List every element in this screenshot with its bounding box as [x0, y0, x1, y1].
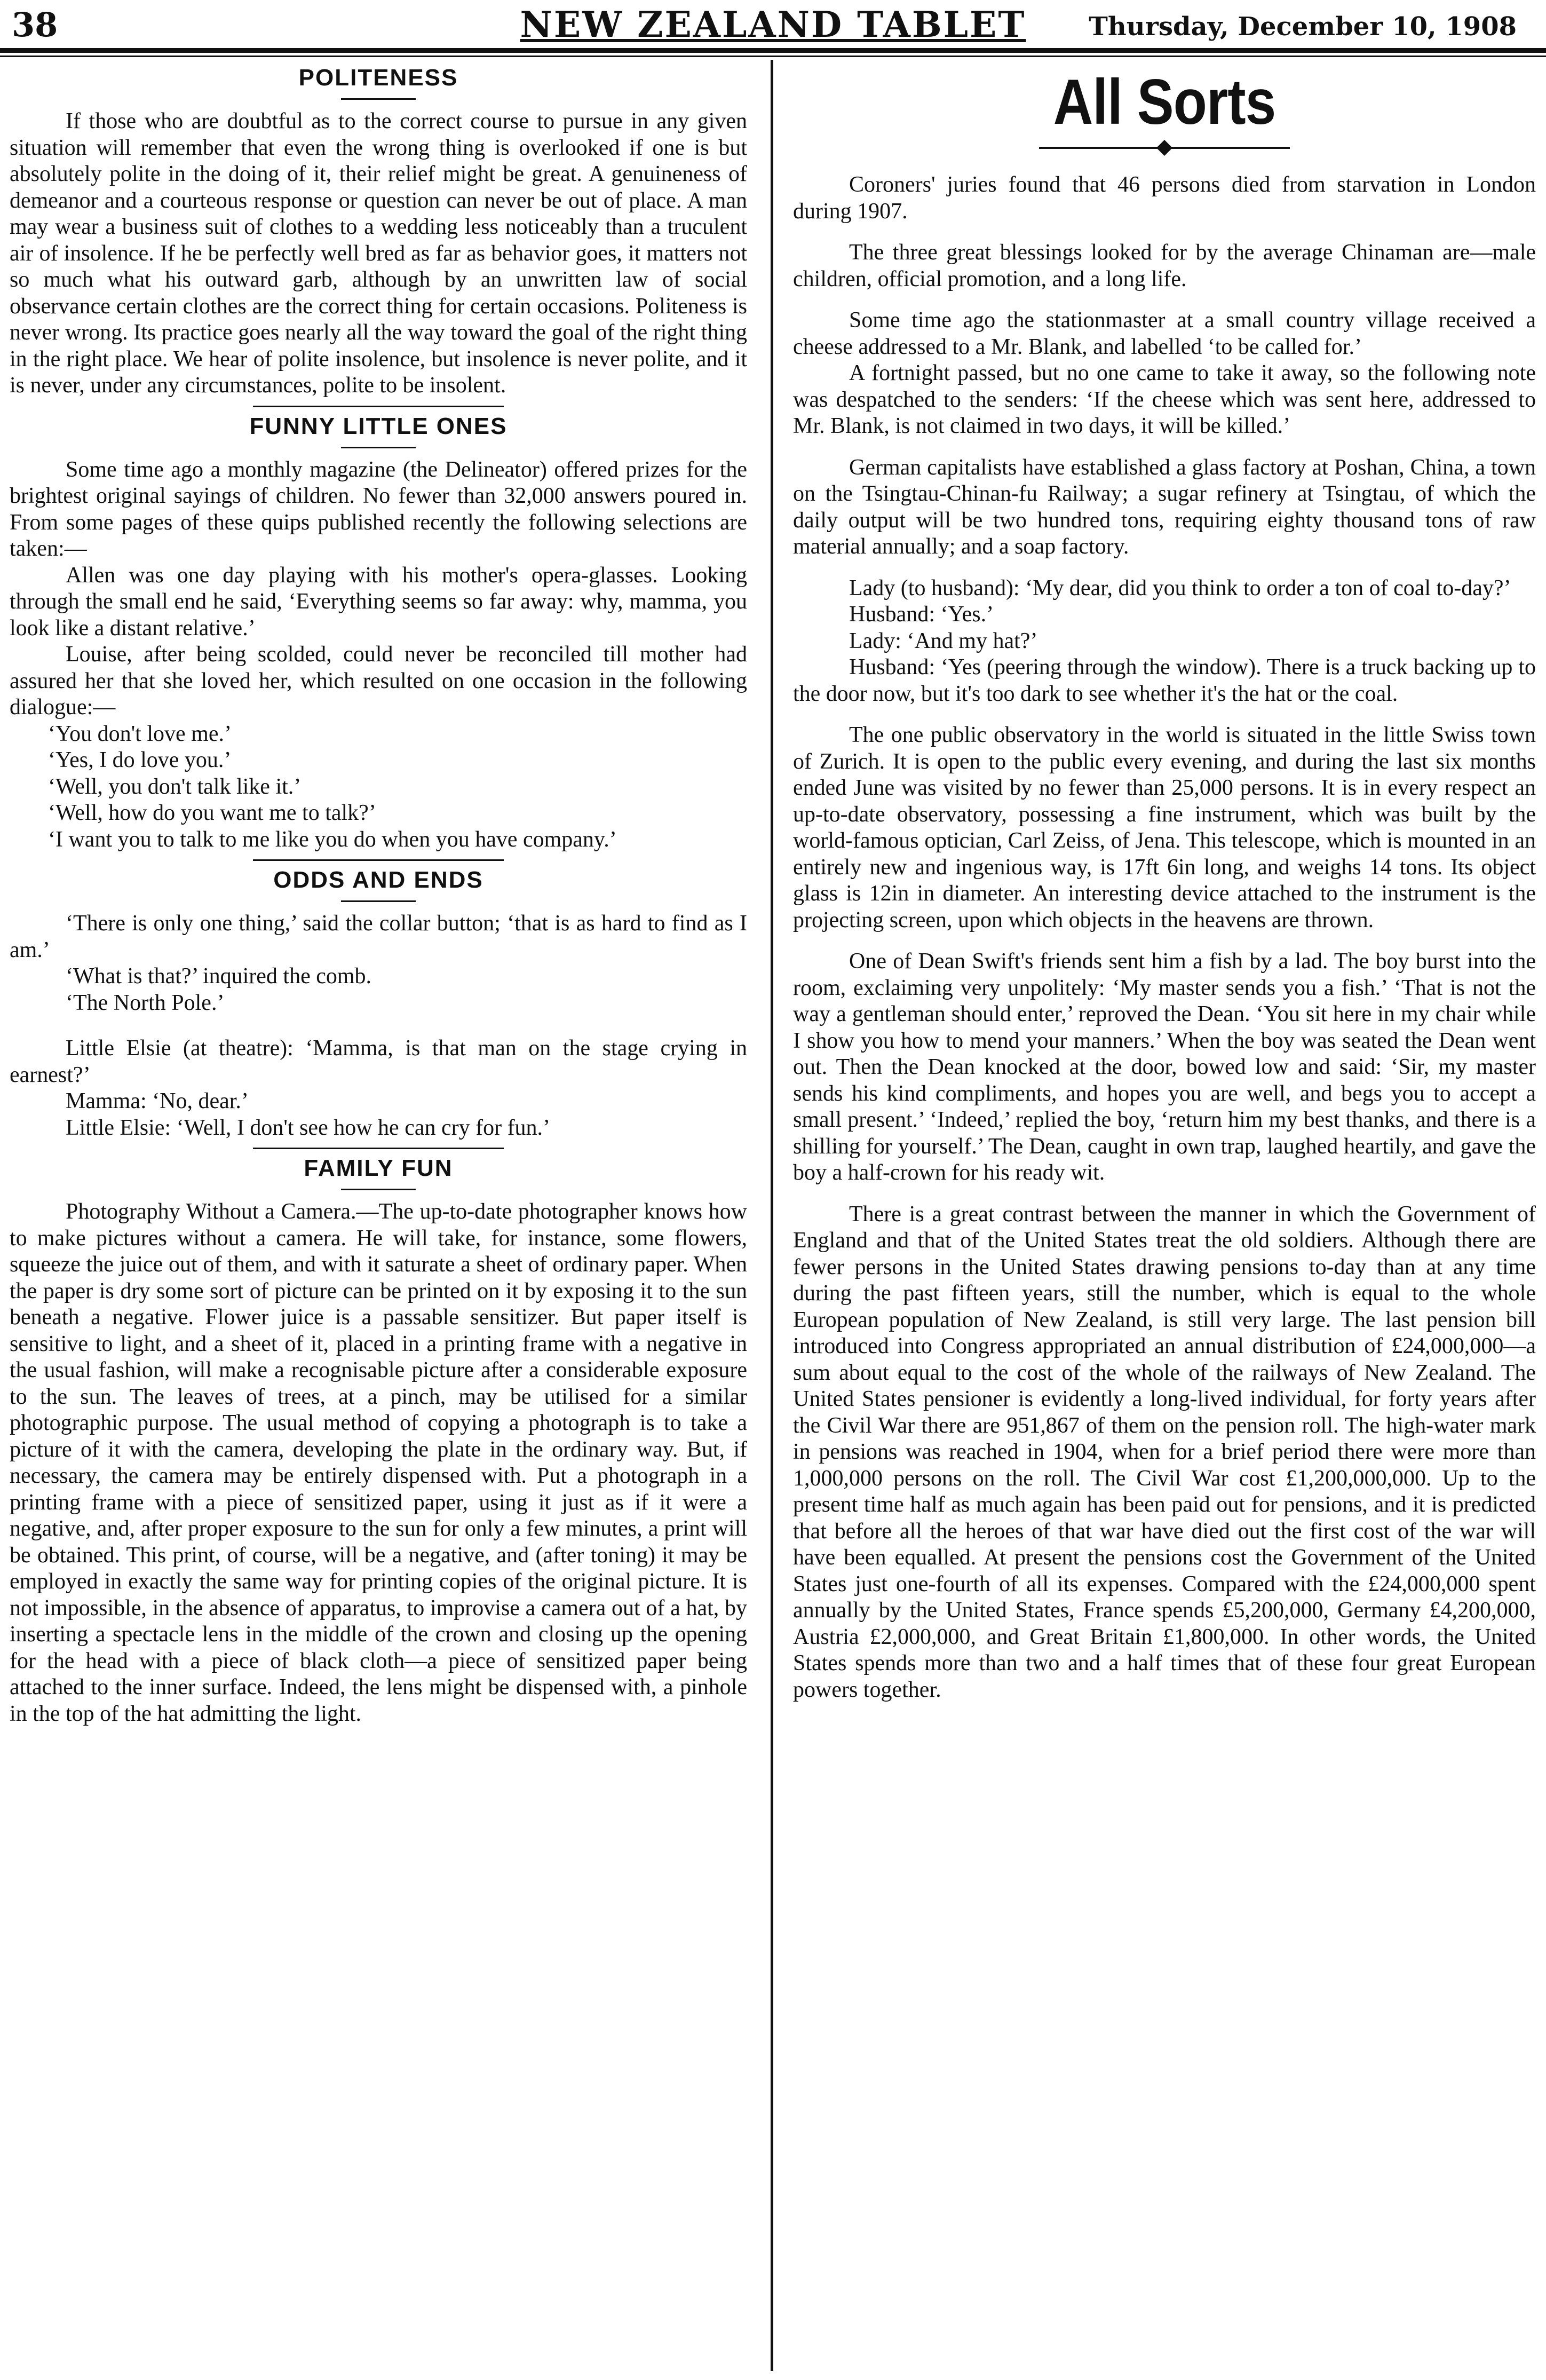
- ornamental-rule: [1039, 140, 1290, 156]
- item-coal-2: Husband: ‘Yes.’: [849, 602, 994, 627]
- family-fun-heading: FAMILY FUN: [304, 1155, 453, 1181]
- item-gap: [793, 292, 1536, 307]
- item-gap: [793, 707, 1536, 722]
- odds-elsie-1: Little Elsie (at theatre): ‘Mamma, is that man on the stage crying in earnest?’: [10, 1036, 747, 1087]
- item-coal-1: Lady (to husband): ‘My dear, did you think to order a ton of coal to-day?’: [849, 575, 1511, 600]
- masthead-rule-thick: [0, 48, 1546, 53]
- dialogue-line: ‘Well, you don't talk like it.’: [48, 774, 302, 799]
- funny-intro: Some time ago a monthly magazine (the Delineator) offered prizes for the brightest original sayings of children. No fewer than 32,000 answers poured in. From some pages of these quips published recently the following selections are taken:—: [10, 457, 747, 561]
- item-gap: [793, 225, 1536, 240]
- item-observatory: The one public observatory in the world is situated in the little Swiss town of Zurich. It is open to the public every evening, and during the last six months ended June was visited by no fewer than 25,000 persons. It is in every respect an up-to-date observatory, possessing a fine instrument, which was built by the world-famous optician, Carl Zeiss, of Jena. This telescope, which is mounted in an entirely new and ingenious way, is 17ft 6in long, and weighs 14 tons. Its object glass is 12in in diameter. An interesting device attached to the instrument is the projecting screen, upon which objects in the heavens are thrown.: [793, 723, 1536, 932]
- masthead: [0, 0, 1546, 59]
- politeness-body: If those who are doubtful as to the correct course to pursue in any given situation will remember that even the wrong thing is overlooked if one is but absolutely polite in the doing of it, their relief might be great. A genuineness of demeanor and a courteous response or question can never be out of place. A man may wear a business suit of clothes to a wedding less noticeably than a truculent air of insolence. If he be perfectly well bred as far as behavior goes, it matters not so much what his outward garb, although by an unwritten law of social observance certain clothes are the correct thing for certain occasions. Politeness is never wrong. Its practice goes nearly all the way toward the goal of the right thing in the right place. We hear of polite insolence, but insolence is never polite, and it is never, under any circumstances, polite to be insolent.: [10, 109, 747, 398]
- item-swift: One of Dean Swift's friends sent him a fish by a lad. The boy burst into the room, exclaiming very unpolitely: ‘My master sends you a fish.’ ‘That is not the way a gentleman should enter,’ reproved the Dean. ‘You sit here in my chair while I show you how to mend your manners.’ When the boy was seated the Dean went out. Then the Dean knocked at the door, bowed low and said: ‘Sir, my master sends his kind compliments, and hopes you are well, and begs you to accept a small present.’ ‘Indeed,’ replied the boy, ‘return him my best thanks, and there is a shilling for yourself.’ The Dean, caught in own trap, laughed heartily, and gave the boy a half-crown for his ready wit.: [793, 949, 1536, 1185]
- section-divider: [253, 406, 504, 407]
- odds-comb: ‘What is that?’ inquired the comb.: [66, 964, 372, 989]
- item-gap: [793, 934, 1536, 948]
- item-german: German capitalists have established a glass factory at Poshan, China, a town on the Tsingtau-Chinan-fu Railway; a sugar refinery at Tsingtau, of which the daily output will be two hundred tons, requiring eighty thousand tons of raw material annually; and a soap factory.: [793, 455, 1536, 559]
- odds-collar: ‘There is only one thing,’ said the collar button; ‘that is as hard to find as I am.’: [10, 911, 747, 962]
- item-coroners: Coroners' juries found that 46 persons died from starvation in London during 1907.: [793, 172, 1536, 224]
- section-divider: [253, 1148, 504, 1149]
- diamond-ornament-icon: [1156, 140, 1172, 156]
- politeness-heading: POLITENESS: [298, 65, 458, 91]
- dialogue-line: ‘Yes, I do love you.’: [48, 748, 232, 772]
- all-sorts-heading: All Sorts: [1053, 66, 1276, 138]
- left-column: [10, 63, 747, 1727]
- item-coal-3: Lady: ‘And my hat?’: [849, 628, 1038, 653]
- item-coal-4: Husband: ‘Yes (peering through the window). There is a truck backing up to the door now, but it's too dark to see whether it's the hat or the coal.: [793, 655, 1536, 706]
- section-divider: [253, 859, 504, 861]
- item-gap: [793, 560, 1536, 575]
- funny-little-ones-heading: FUNNY LITTLE ONES: [249, 413, 508, 439]
- masthead-rule-thin: [0, 56, 1546, 57]
- item-cheese-2: A fortnight passed, but no one came to take it away, so the following note was despatched to the senders: ‘If the cheese which was sent here, addressed to Mr. Blank, is not claimed in two days, it will be killed.’: [793, 361, 1536, 438]
- heading-underline: [341, 98, 416, 100]
- dialogue-line: ‘Well, how do you want me to talk?’: [48, 801, 376, 825]
- odds-pole: ‘The North Pole.’: [66, 990, 225, 1015]
- paper-title: NEW ZEALAND TABLET: [520, 4, 1026, 45]
- item-gap: [793, 1187, 1536, 1201]
- paragraph-gap: [10, 1016, 747, 1035]
- heading-underline: [341, 1189, 416, 1190]
- heading-underline: [341, 447, 416, 448]
- right-column: [793, 63, 1536, 1703]
- funny-louise: Louise, after being scolded, could never be reconciled till mother had assured her that she loved her, which resulted on one occasion in the following dialogue:—: [10, 642, 747, 719]
- page-number: 38: [12, 5, 58, 44]
- dialogue-line: ‘I want you to talk to me like you do when you have company.’: [48, 827, 617, 852]
- item-pensions: There is a great contrast between the manner in which the Government of England and that of the United States treat the old soldiers. Although there are fewer persons in the United States drawing pensions to-day than at any time during the past fifteen years, still the number, which is equal to the whole European population of New Zealand, is still very large. The last pension bill introduced into Congress appropriated an annual distribution of £24,000,000—a sum about equal to the cost of the whole of the railways of New Zealand. The United States pensioner is evidently a long-lived individual, for forty years after the Civil War there are 951,867 of them on the pension roll. The high-water mark in pensions was reached in 1904, when for a brief period there were more than 1,000,000 persons on the roll. The Civil War cost £1,200,000,000. Up to the present time half as much again has been paid out for pensions, and it is predicted that before all the heroes of that war have died out the first cost of the war will have been equalled. At present the pensions cost the Government of the United States just one-fourth of all its expenses. Compared with the £24,000,000 spent annually by the United States, France spends £5,200,000, Germany £4,200,000, Austria £2,000,000, and Great Britain £1,800,000. In other words, the United States spends more than two and a half times that of these four great European powers together.: [793, 1201, 1536, 1702]
- dialogue-line: ‘You don't love me.’: [48, 721, 232, 746]
- family-fun-body: Photography Without a Camera.—The up-to-date photographer knows how to make pictures without a camera. He will take, for instance, some flowers, squeeze the juice out of them, and with it saturate a sheet of ordinary paper. When the paper is dry some sort of picture can be printed on it by exposing it to the sun beneath a negative. Flower juice is a passable sensitizer. But paper itself is sensitive to light, and a sheet of it, placed in a printing frame with a negative in the usual fashion, will make a recognisable picture after a considerable exposure to the sun. The leaves of trees, at a pinch, may be utilised for a similar photographic purpose. The usual method of copying a photograph is to take a picture of it with the camera, developing the plate in the ordinary way. But, if necessary, the camera may be entirely dispensed with. Put a photograph in a printing frame with a piece of sensitized paper, using it just as if it were a negative, and, after proper exposure to the sun for only a few minutes, a print will be obtained. This print, of course, will be a negative, and (after toning) it may be employed in exactly the same way for printing copies of the original picture. It is not impossible, in the absence of apparatus, to improvise a camera out of a hat, by inserting a spectacle lens in the middle of the crown and closing up the opening for the head with a piece of black cloth—a piece of sensitized paper being attached to the inner surface. Indeed, the lens might be dispensed with, a pinhole in the top of the hat admitting the light.: [10, 1199, 747, 1726]
- column-divider: [771, 60, 773, 2371]
- item-gap: [793, 440, 1536, 455]
- funny-allen: Allen was one day playing with his mother's opera-glasses. Looking through the small end he said, ‘Everything seems so far away: why, mamma, you look like a distant relative.’: [10, 563, 747, 641]
- item-chinaman: The three great blessings looked for by the average Chinaman are—male children, official promotion, and a long life.: [793, 240, 1536, 291]
- issue-date: Thursday, December 10, 1908: [1089, 12, 1517, 42]
- odds-mamma: Mamma: ‘No, dear.’: [66, 1089, 249, 1113]
- heading-underline: [341, 900, 416, 902]
- item-cheese-1: Some time ago the stationmaster at a small country village received a cheese addressed to a Mr. Blank, and labelled ‘to be called for.’: [793, 308, 1536, 359]
- odds-and-ends-heading: ODDS AND ENDS: [273, 867, 483, 893]
- odds-elsie-2: Little Elsie: ‘Well, I don't see how he can cry for fun.’: [66, 1115, 551, 1140]
